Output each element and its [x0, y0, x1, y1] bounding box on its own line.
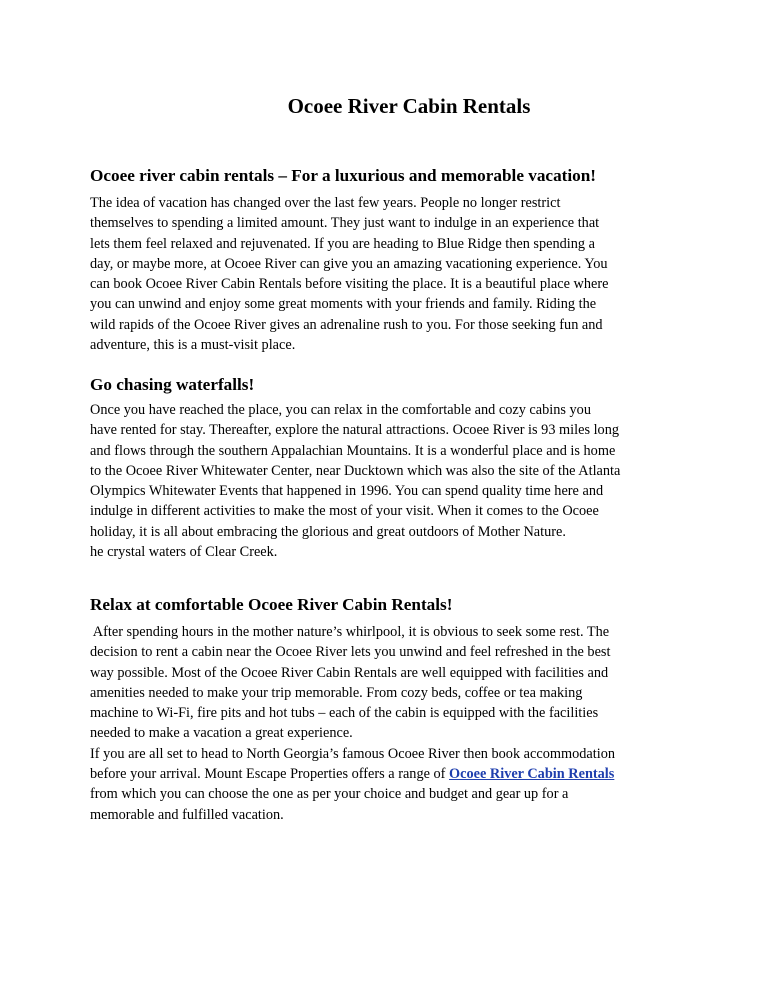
paragraph-line: memorable and fulfilled vacation. [90, 806, 284, 823]
paragraph-line: to the Ocoee River Whitewater Center, near Ducktown which was also the site of the Atlanta [90, 462, 621, 479]
paragraph-line: have rented for stay. Thereafter, explore the natural attractions. Ocoee River is 93 miles long [90, 422, 620, 439]
paragraph-line: he crystal waters of Clear Creek. [90, 544, 278, 561]
paragraph-line: can book Ocoee River Cabin Rentals before visiting the place. It is a beautiful place where [90, 276, 609, 293]
paragraph-line: holiday, it is all about embracing the glorious and great outdoors of Mother Nature. [90, 523, 566, 540]
paragraph-line: you can unwind and enjoy some great moments with your friends and family. Riding the [90, 296, 597, 313]
paragraph-line: After spending hours in the mother nature’s whirlpool, it is obvious to seek some rest. The [90, 624, 610, 640]
paragraph-line: adventure, this is a must-visit place. [90, 337, 296, 354]
section-paragraph [90, 400, 690, 562]
paragraph-line: needed to make a vacation a great experience. [90, 725, 353, 742]
section-paragraph [90, 622, 690, 825]
section-heading: Go chasing waterfalls! [90, 375, 255, 394]
paragraph-line: themselves to spending a limited amount. They just want to indulge in an experience that [90, 215, 600, 232]
section-heading: Ocoee river cabin rentals – For a luxurious and memorable vacation! [90, 166, 597, 185]
link-line-prefix: before your arrival. Mount Escape Properties offers a range of [90, 766, 450, 783]
paragraph-line: If you are all set to head to North Georgia’s famous Ocoee River then book accommodation [90, 745, 615, 762]
paragraph-line: The idea of vacation has changed over the last few years. People no longer restrict [90, 195, 561, 211]
paragraph-line: Once you have reached the place, you can relax in the comfortable and cozy cabins you [90, 402, 591, 418]
paragraph-line: machine to Wi-Fi, fire pits and hot tubs – each of the cabin is equipped with the facilities [90, 705, 599, 722]
paragraph-line: lets them feel relaxed and rejuvenated. If you are heading to Blue Ridge then spending a [90, 235, 595, 252]
page-title: Ocoee River Cabin Rentals [287, 94, 531, 118]
paragraph-line: and flows through the southern Appalachian Mountains. It is a wonderful place and is home [90, 442, 616, 459]
paragraph-line: amenities needed to make your trip memorable. From cozy beds, coffee or tea making [90, 684, 583, 701]
section-paragraph [90, 193, 690, 355]
paragraph-line: from which you can choose the one as per your choice and budget and gear up for a [90, 786, 569, 803]
paragraph-line-with-link [90, 764, 690, 784]
paragraph-line: day, or maybe more, at Ocoee River can give you an amazing vacationing experience. You [90, 255, 608, 272]
section-waterfalls [90, 373, 690, 562]
paragraph-line: indulge in different activities to make the most of your visit. When it comes to the Ocoee [90, 503, 599, 520]
section-heading: Relax at comfortable Ocoee River Cabin Rentals! [90, 595, 453, 614]
section-relax-cabin-rentals [90, 593, 690, 825]
paragraph-line: wild rapids of the Ocoee River gives an adrenaline rush to you. For those seeking fun and [90, 316, 603, 333]
paragraph-line: way possible. Most of the Ocoee River Cabin Rentals are well equipped with facilities and [90, 664, 609, 681]
paragraph-line: decision to rent a cabin near the Ocoee River lets you unwind and feel refreshed in the best [90, 644, 611, 661]
section-luxurious-vacation [90, 164, 690, 355]
paragraph-line: Olympics Whitewater Events that happened in 1996. You can spend quality time here and [90, 483, 604, 500]
ocoee-cabin-rentals-link[interactable]: Ocoee River Cabin Rentals [449, 766, 615, 783]
